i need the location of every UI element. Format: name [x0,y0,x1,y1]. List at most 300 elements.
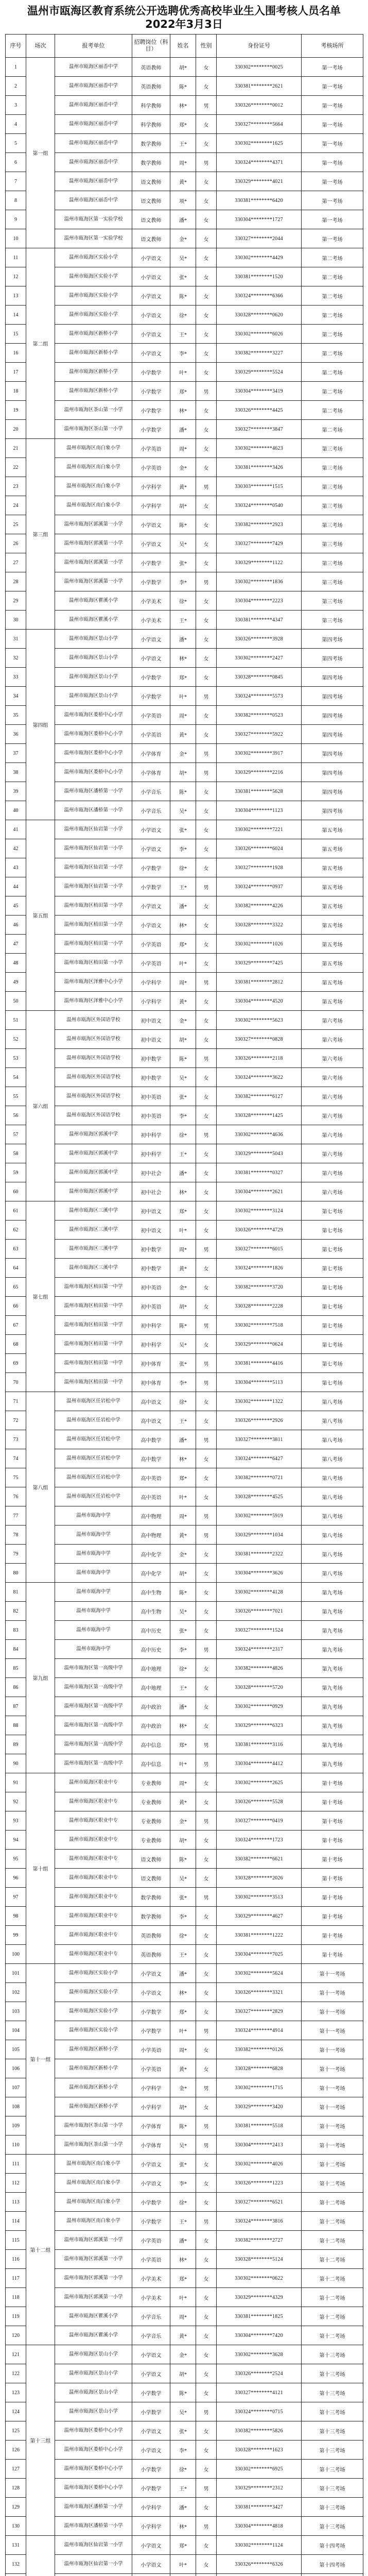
cell-index: 56 [6,1106,26,1125]
cell-id-number: 330302********4636 [217,1125,302,1144]
table-row [6,2536,363,2555]
cell-id-number: 330324********6427 [217,1449,302,1468]
cell-gender: 男 [196,2078,217,2097]
cell-gender: 女 [196,534,217,553]
cell-gender: 女 [196,344,217,363]
cell-index: 101 [6,1964,26,1983]
table-row [6,1106,363,1125]
cell-id-number: 330382********0126 [217,2040,302,2059]
cell-venue: 第十二考场 [302,2269,363,2288]
cell-gender: 女 [196,801,217,820]
cell-position: 高中生物 [132,1583,170,1602]
cell-position: 小学语文 [132,2345,170,2364]
cell-venue: 第三考场 [302,458,363,477]
cell-gender: 女 [196,229,217,248]
cell-school: 温州市瓯海区实验小学 [55,286,132,306]
cell-position: 小学英语 [132,935,170,954]
cell-index: 119 [6,2307,26,2326]
cell-school: 温州市瓯海区仙岩第一小学 [55,877,132,896]
cell-venue: 第十一考场 [302,1964,363,1983]
cell-session: 第二组 [26,248,55,439]
table-row [6,1792,363,1811]
cell-school: 温州市瓯海区第一高级中学 [55,1697,132,1716]
cell-position: 初中语文 [132,1201,170,1221]
candidate-table [5,34,363,2576]
table-row [6,134,363,153]
cell-school: 温州市瓯海区实验小学 [55,2002,132,2021]
table-row [6,1640,363,1659]
cell-name: 叶* [170,363,196,382]
cell-gender: 女 [196,706,217,725]
cell-venue: 第九考场 [302,1640,363,1659]
cell-venue: 第八考场 [302,1526,363,1545]
cell-position: 小学数学 [132,2193,170,2212]
cell-id-number: 330327********5664 [217,115,302,134]
cell-venue: 第十考场 [302,1850,363,1869]
cell-index: 1 [6,58,26,77]
cell-name: 陈* [170,782,196,801]
cell-gender: 女 [196,1144,217,1163]
table-row [6,763,363,782]
table-row [6,877,363,896]
cell-id-number: 330329********5524 [217,363,302,382]
cell-name: 郑* [170,2002,196,2021]
cell-school: 温州市瓯海区新桥小学 [55,2078,132,2097]
cell-gender: 男 [196,96,217,115]
table-row [6,2345,363,2364]
cell-name: 周* [170,1506,196,1526]
cell-index: 41 [6,820,26,839]
table-row [6,1182,363,1201]
cell-gender: 男 [196,1640,217,1659]
cell-gender: 女 [196,1335,217,1354]
table-row [6,2479,363,2498]
cell-position: 初中数学 [132,1068,170,1087]
cell-venue: 第六考场 [302,1106,363,1125]
cell-position: 小学数学 [132,858,170,877]
table-row [6,267,363,286]
table-row [6,1564,363,1583]
cell-id-number: 330302********5624 [217,1964,302,1983]
table-row [6,1735,363,1754]
cell-name: 周* [170,1773,196,1792]
table-row [6,401,363,420]
cell-id-number: 330304********3626 [217,1564,302,1583]
cell-gender: 女 [196,248,217,267]
cell-position: 小学美术 [132,611,170,630]
cell-school: 温州市瓯海区职业中专 [55,1773,132,1792]
cell-venue: 第十考场 [302,1945,363,1964]
cell-school: 温州市瓯海区外国语学校 [55,1068,132,1087]
cell-gender: 女 [196,1983,217,2002]
cell-session: 第六组 [26,1011,55,1201]
cell-gender: 男 [196,1049,217,1068]
cell-position: 小学音乐 [132,2326,170,2345]
cell-position: 小学科学 [132,477,170,496]
cell-index: 25 [6,515,26,534]
cell-position: 小学语文 [132,630,170,649]
cell-name: 叶* [170,2555,196,2574]
cell-venue: 第四考场 [302,668,363,687]
cell-id-number: 330302********1715 [217,2078,302,2097]
cell-position: 语文教师 [132,191,170,210]
cell-gender: 女 [196,954,217,973]
cell-id-number: 330326********1223 [217,2174,302,2193]
cell-gender: 女 [196,2307,217,2326]
table-row [6,1373,363,1392]
cell-id-number: 330304********2223 [217,591,302,611]
cell-venue: 第七考场 [302,1278,363,1297]
cell-index: 74 [6,1449,26,1468]
cell-position: 数学教师 [132,1888,170,1907]
cell-id-number: 330329********1122 [217,553,302,572]
cell-id-number: 330381********1825 [217,2307,302,2326]
cell-index: 12 [6,267,26,286]
cell-index: 128 [6,2479,26,2498]
cell-position: 小学英语 [132,458,170,477]
cell-school: 温州市瓯海区新桥小学 [55,363,132,382]
cell-position: 小学语文 [132,2441,170,2460]
cell-school: 温州市瓯海区实验小学 [55,1964,132,1983]
cell-school: 温州市瓯海区新桥小学 [55,382,132,401]
cell-venue: 第七考场 [302,1221,363,1240]
cell-index: 86 [6,1678,26,1697]
cell-session: 第十二组 [26,2155,55,2345]
cell-venue: 第四考场 [302,763,363,782]
cell-position: 小学数学 [132,668,170,687]
cell-school: 温州市瓯海区丽岙中学 [55,191,132,210]
cell-id-number: 330326********7021 [217,1602,302,1621]
cell-venue: 第七考场 [302,1335,363,1354]
cell-name: 陈* [170,1049,196,1068]
cell-venue: 第一考场 [302,58,363,77]
cell-id-number: 330302********2427 [217,649,302,668]
cell-gender: 女 [196,2498,217,2517]
cell-name: 金* [170,1545,196,1564]
table-row [6,286,363,306]
cell-school: 温州市瓯海区景山小学 [55,2402,132,2421]
cell-name: 张* [170,2155,196,2174]
cell-gender: 女 [196,77,217,96]
cell-name: 吴* [170,2136,196,2155]
table-row [6,1621,363,1640]
cell-gender: 女 [196,1697,217,1716]
cell-position: 小学科学 [132,992,170,1011]
cell-index: 79 [6,1545,26,1564]
cell-name: 王* [170,611,196,630]
cell-index: 22 [6,458,26,477]
table-row [6,706,363,725]
cell-venue: 第十二考场 [302,2288,363,2307]
cell-gender [196,2574,217,2576]
cell-gender: 女 [196,2345,217,2364]
cell-index: 69 [6,1354,26,1373]
cell-index: 40 [6,801,26,820]
cell-gender: 女 [196,134,217,153]
cell-name: 叶* [170,1221,196,1240]
cell-venue: 第十一考场 [302,2078,363,2097]
cell-school: 温州市瓯海区潘桥第一小学 [55,2517,132,2536]
cell-gender: 女 [196,1392,217,1411]
cell-gender: 女 [196,2460,217,2479]
table-body [6,58,363,2576]
cell-name: 周* [170,1240,196,1259]
cell-name: 徐* [170,591,196,611]
cell-index: 30 [6,611,26,630]
table-row [6,896,363,916]
header-index: 序号 [6,35,26,58]
cell-gender: 女 [196,2288,217,2307]
table-row [6,2116,363,2136]
cell-school: 温州市瓯海区新桥小学 [55,2040,132,2059]
cell-name: 吴* [170,1335,196,1354]
cell-school: 温州市瓯海区娄桥中心小学 [55,2421,132,2441]
cell-position: 英语教师 [132,1945,170,1964]
cell-name: 郑* [170,382,196,401]
cell-gender: 女 [196,2555,217,2574]
cell-name: 金* [170,458,196,477]
table-row [6,2460,363,2479]
cell-id-number: 330304********5113 [217,1373,302,1392]
cell-session: 第一组 [26,58,55,248]
cell-id-number: 330304********1123 [217,801,302,820]
cell-session: 第九组 [26,1583,55,1773]
cell-name: 周* [170,973,196,992]
cell-index: 127 [6,2460,26,2479]
table-row [6,1773,363,1792]
cell-school: 温州市瓯海区南白象小学 [55,458,132,477]
cell-id-number: 330324********5573 [217,687,302,706]
cell-name: 吴* [170,534,196,553]
cell-school: 温州市瓯海区娄桥中心小学 [55,2441,132,2460]
cell-id-number: 330327********6521 [217,2193,302,2212]
cell-position: 英语教师 [132,1926,170,1945]
cell-venue: 第十二考场 [302,2231,363,2250]
table-row [6,2574,363,2576]
table-row [6,1468,363,1487]
cell-name: 黄* [170,172,196,191]
cell-school: 温州市瓯海区郭溪中学 [55,1182,132,1201]
cell-name: 林* [170,401,196,420]
table-row [6,1068,363,1087]
cell-index: 83 [6,1621,26,1640]
cell-name: 林* [170,2250,196,2269]
cell-index: 91 [6,1773,26,1792]
cell-position: 高中政治 [132,1716,170,1735]
table-row [6,172,363,191]
cell-index: 58 [6,1144,26,1163]
cell-school: 温州市瓯海区瞿溪小学 [55,2326,132,2345]
cell-school: 温州市瓯海区潘桥第一小学 [55,782,132,801]
cell-school: 温州市瓯海区郭溪第一小学 [55,2288,132,2307]
cell-index: 20 [6,420,26,439]
cell-name: 黄* [170,1259,196,1278]
cell-id-number: 330328********6828 [217,2059,302,2078]
cell-index: 97 [6,1888,26,1907]
cell-index: 96 [6,1869,26,1888]
cell-gender: 女 [196,820,217,839]
cell-id-number: 330302********3513 [217,1888,302,1907]
cell-position: 小学语文 [132,820,170,839]
cell-name: 李* [170,1907,196,1926]
cell-name: 陈* [170,515,196,534]
cell-id-number: 330382********5826 [217,2421,302,2441]
table-row [6,1506,363,1526]
cell-index: 115 [6,2231,26,2250]
cell-id-number: 330304********4818 [217,2517,302,2536]
cell-school: 温州市瓯海区新桥小学 [55,344,132,363]
table-row [6,2097,363,2116]
cell-gender: 女 [196,267,217,286]
cell-gender: 男 [196,1125,217,1144]
cell-school: 温州市瓯海区实验小学 [55,1983,132,2002]
cell-position: 初中科学 [132,1144,170,1163]
cell-index: 27 [6,553,26,572]
cell-name: 张* [170,1888,196,1907]
cell-position: 小学语文 [132,2421,170,2441]
table-row [6,1259,363,1278]
cell-gender: 女 [196,1621,217,1640]
table-row [6,115,363,134]
cell-gender: 女 [196,1678,217,1697]
cell-school: 温州市瓯海区茶山第一小学 [55,2116,132,2136]
cell-school: 温州市瓯海区职业中专 [55,1907,132,1926]
cell-gender: 女 [196,1773,217,1792]
cell-id-number: 330326********4729 [217,1221,302,1240]
table-row [6,1297,363,1316]
cell-venue: 第十三考场 [302,2479,363,2498]
cell-id-number: 330324********0540 [217,496,302,515]
cell-id-number: 330302********5919 [217,1506,302,1526]
cell-gender: 女 [196,1964,217,1983]
cell-school: 温州市瓯海区任岩松中学 [55,1411,132,1430]
cell-index: 90 [6,1754,26,1773]
cell-id-number: 330381********2621 [217,77,302,96]
cell-position: 小学体育 [132,763,170,782]
cell-id-number: 330302********1026 [217,935,302,954]
cell-index: 111 [6,2155,26,2174]
cell-id-number: 330302********6026 [217,325,302,344]
cell-venue: 第一考场 [302,172,363,191]
cell-index: 130 [6,2517,26,2536]
cell-name: 林* [170,649,196,668]
cell-venue: 第十三考场 [302,2441,363,2460]
cell-school: 温州市瓯海区梧田第一小学 [55,935,132,954]
cell-position: 小学音乐 [132,801,170,820]
cell-venue: 第四考场 [302,687,363,706]
cell-gender: 女 [196,420,217,439]
cell-name: 郑* [170,115,196,134]
cell-school: 温州市瓯海区娄桥中心小学 [55,725,132,744]
cell-index: 59 [6,1163,26,1182]
cell-school: 温州市瓯海区丽岙中学 [55,58,132,77]
cell-position: 初中科学 [132,1316,170,1335]
cell-name: 金* [170,744,196,763]
table-row [6,2383,363,2402]
cell-gender: 男 [196,2136,217,2155]
cell-position: 小学体育 [132,2116,170,2136]
cell-venue: 第九考场 [302,1716,363,1735]
cell-position: 小学语文 [132,2364,170,2383]
cell-gender: 女 [196,725,217,744]
cell-name: 郑* [170,1468,196,1487]
cell-id-number: 330324********6366 [217,286,302,306]
cell-venue: 第七考场 [302,1297,363,1316]
cell-index: 26 [6,534,26,553]
cell-index: 23 [6,477,26,496]
cell-position: 初中英语 [132,1278,170,1297]
cell-gender: 女 [196,439,217,458]
cell-venue: 第四考场 [302,782,363,801]
cell-school: 温州市瓯海区景山小学 [55,630,132,649]
cell-id-number: 330328********2228 [217,1297,302,1316]
table-row [6,96,363,115]
table-row [6,534,363,553]
cell-position: 小学英语 [132,954,170,973]
cell-index: 11 [6,248,26,267]
cell-school: 温州市瓯海区仙岩第一小学 [55,839,132,858]
cell-venue: 第九考场 [302,1602,363,1621]
cell-gender: 女 [196,2174,217,2193]
cell-venue: 第八考场 [302,1392,363,1411]
cell-index: 32 [6,649,26,668]
cell-position: 小学英语 [132,439,170,458]
cell-name: 郑* [170,2269,196,2288]
cell-venue: 第十考场 [302,1907,363,1926]
cell-session [26,2536,55,2576]
cell-id-number: 330302********7518 [217,1316,302,1335]
cell-gender: 男 [196,1735,217,1754]
header-session: 场次 [26,35,55,58]
header-name: 姓名 [170,35,196,58]
cell-position: 初中英语 [132,1106,170,1125]
table-row [6,2364,363,2383]
cell-gender: 女 [196,1030,217,1049]
cell-school: 温州市瓯海区郭溪第一小学 [55,2250,132,2269]
cell-school: 温州市瓯海区景山小学 [55,687,132,706]
cell-gender: 女 [196,1907,217,1926]
cell-index: 72 [6,1411,26,1430]
cell-id-number: 330302********1322 [217,1392,302,1411]
cell-venue: 第三考场 [302,611,363,630]
cell-name: 王* [170,2479,196,2498]
table-row [6,2441,363,2460]
cell-id-number: 330328********4525 [217,1487,302,1506]
cell-name: 李* [170,2441,196,2460]
cell-index: 131 [6,2536,26,2555]
cell-school: 温州市瓯海区实验小学 [55,248,132,267]
cell-index: 80 [6,1564,26,1583]
cell-venue: 第四考场 [302,744,363,763]
cell-position: 高中数学 [132,1449,170,1468]
cell-position: 小学语文 [132,306,170,325]
cell-gender: 男 [196,572,217,591]
cell-position: 数学教师 [132,153,170,172]
cell-venue: 第一考场 [302,153,363,172]
cell-gender: 男 [196,2116,217,2136]
cell-venue: 第二考场 [302,286,363,306]
cell-position: 初中语文 [132,1221,170,1240]
table-row [6,496,363,515]
cell-index: 124 [6,2402,26,2421]
table-row [6,1335,363,1354]
cell-venue: 第二考场 [302,420,363,439]
cell-position: 小学科学 [132,2097,170,2116]
cell-name: 项* [170,191,196,210]
cell-gender: 女 [196,2155,217,2174]
cell-index: 42 [6,839,26,858]
cell-name: 李* [170,1373,196,1392]
